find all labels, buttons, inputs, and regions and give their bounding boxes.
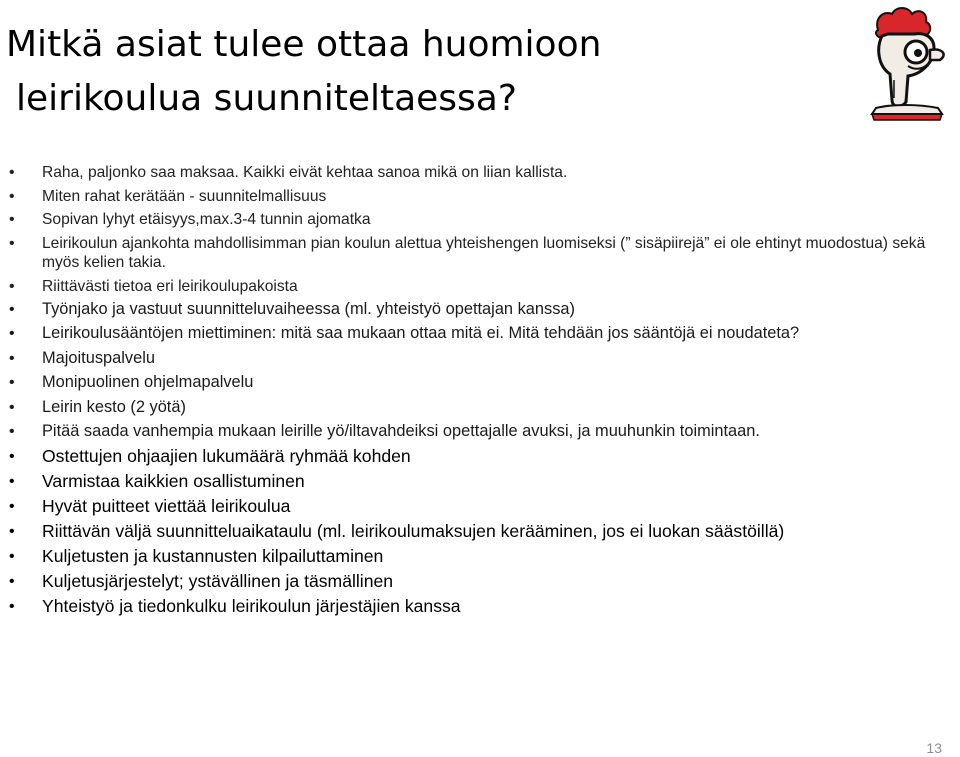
list-item-text: Pitää saada vanhempia mukaan leirille yö/iltavahdeiksi opettajalle avuksi, ja muuhunkin toimintaan. bbox=[42, 422, 760, 441]
list-item bbox=[0, 521, 950, 542]
bullet-list bbox=[0, 163, 950, 621]
list-item bbox=[0, 571, 950, 592]
list-item bbox=[0, 163, 950, 183]
list-item bbox=[0, 277, 950, 297]
bullet-marker: • bbox=[9, 473, 15, 491]
list-item bbox=[0, 349, 950, 368]
page-number: 13 bbox=[926, 740, 942, 756]
bullet-marker: • bbox=[9, 423, 15, 441]
list-item-text: Ostettujen ohjaajien lukumäärä ryhmää kohden bbox=[42, 446, 411, 467]
list-item-text: Yhteistyö ja tiedonkulku leirikoulun järjestäjien kanssa bbox=[42, 596, 461, 617]
list-item-text: Riittävästi tietoa eri leirikoulupakoista bbox=[42, 277, 298, 295]
list-item-text: Varmistaa kaikkien osallistuminen bbox=[42, 471, 305, 492]
list-item bbox=[0, 422, 950, 441]
list-item bbox=[0, 398, 950, 417]
list-item bbox=[0, 187, 950, 207]
list-item-text: Majoituspalvelu bbox=[42, 348, 155, 367]
list-item bbox=[0, 471, 950, 492]
bullet-marker: • bbox=[9, 325, 15, 343]
bullet-marker: • bbox=[9, 277, 15, 295]
list-item bbox=[0, 546, 950, 567]
list-item-text: Kuljetusjärjestelyt; ystävällinen ja täsmällinen bbox=[42, 571, 394, 592]
bullet-marker: • bbox=[9, 548, 15, 566]
list-item bbox=[0, 496, 950, 517]
bullet-marker: • bbox=[9, 187, 15, 205]
list-item-text: Hyvät puitteet viettää leirikoulua bbox=[42, 496, 291, 517]
list-item bbox=[0, 446, 950, 467]
list-item-text: Monipuolinen ohjelmapalvelu bbox=[42, 373, 254, 392]
list-item-text: Raha, paljonko saa maksaa. Kaikki eivät kehtaa sanoa mikä on liian kallista. bbox=[42, 164, 568, 181]
bullet-marker: • bbox=[9, 523, 15, 541]
list-item bbox=[0, 596, 950, 617]
cartoon-character-logo-icon bbox=[862, 4, 954, 128]
bullet-marker: • bbox=[9, 234, 15, 252]
slide-title-line-2: leirikoulua suunniteltaessa? bbox=[16, 78, 517, 119]
list-item-text: Leirikoulusääntöjen miettiminen: mitä saa mukaan ottaa mitä ei. Mitä tehdään jos sääntöjä ei noudateta? bbox=[42, 324, 800, 343]
list-item bbox=[0, 234, 950, 273]
bullet-marker: • bbox=[9, 598, 15, 616]
list-item-text: Leirikoulun ajankohta mahdollisimman pian koulun alettua yhteishengen luomiseksi (” sisäpiirejä” ei ole ehtinyt muodostua) sekä myös kelien takia. bbox=[42, 234, 926, 271]
list-item bbox=[0, 300, 950, 319]
bullet-marker: • bbox=[9, 374, 15, 392]
list-item bbox=[0, 210, 950, 230]
bullet-marker: • bbox=[9, 211, 15, 228]
list-item-text: Miten rahat kerätään - suunnitelmallisuus bbox=[42, 187, 327, 205]
list-item-text: Työnjako ja vastuut suunnitteluvaiheessa (ml. yhteistyö opettajan kanssa) bbox=[42, 300, 575, 318]
bullet-marker: • bbox=[9, 498, 15, 516]
slide-title-line-1: Mitkä asiat tulee ottaa huomioon bbox=[6, 24, 602, 65]
list-item-text: Kuljetusten ja kustannusten kilpailuttaminen bbox=[42, 546, 384, 567]
slide-title bbox=[6, 18, 846, 126]
bullet-marker: • bbox=[9, 573, 15, 591]
bullet-marker: • bbox=[9, 349, 15, 367]
bullet-marker: • bbox=[9, 398, 15, 416]
bullet-marker: • bbox=[9, 164, 15, 181]
bullet-marker: • bbox=[9, 301, 15, 318]
list-item-text: Leirin kesto (2 yötä) bbox=[42, 397, 186, 416]
list-item-text: Riittävän väljä suunnitteluaikataulu (ml. leirikoulumaksujen kerääminen, jos ei luokan säästöillä) bbox=[42, 521, 785, 542]
list-item-text: Sopivan lyhyt etäisyys,max.3-4 tunnin ajomatka bbox=[42, 211, 371, 228]
list-item bbox=[0, 373, 950, 392]
list-item bbox=[0, 324, 950, 343]
bullet-marker: • bbox=[9, 448, 15, 466]
